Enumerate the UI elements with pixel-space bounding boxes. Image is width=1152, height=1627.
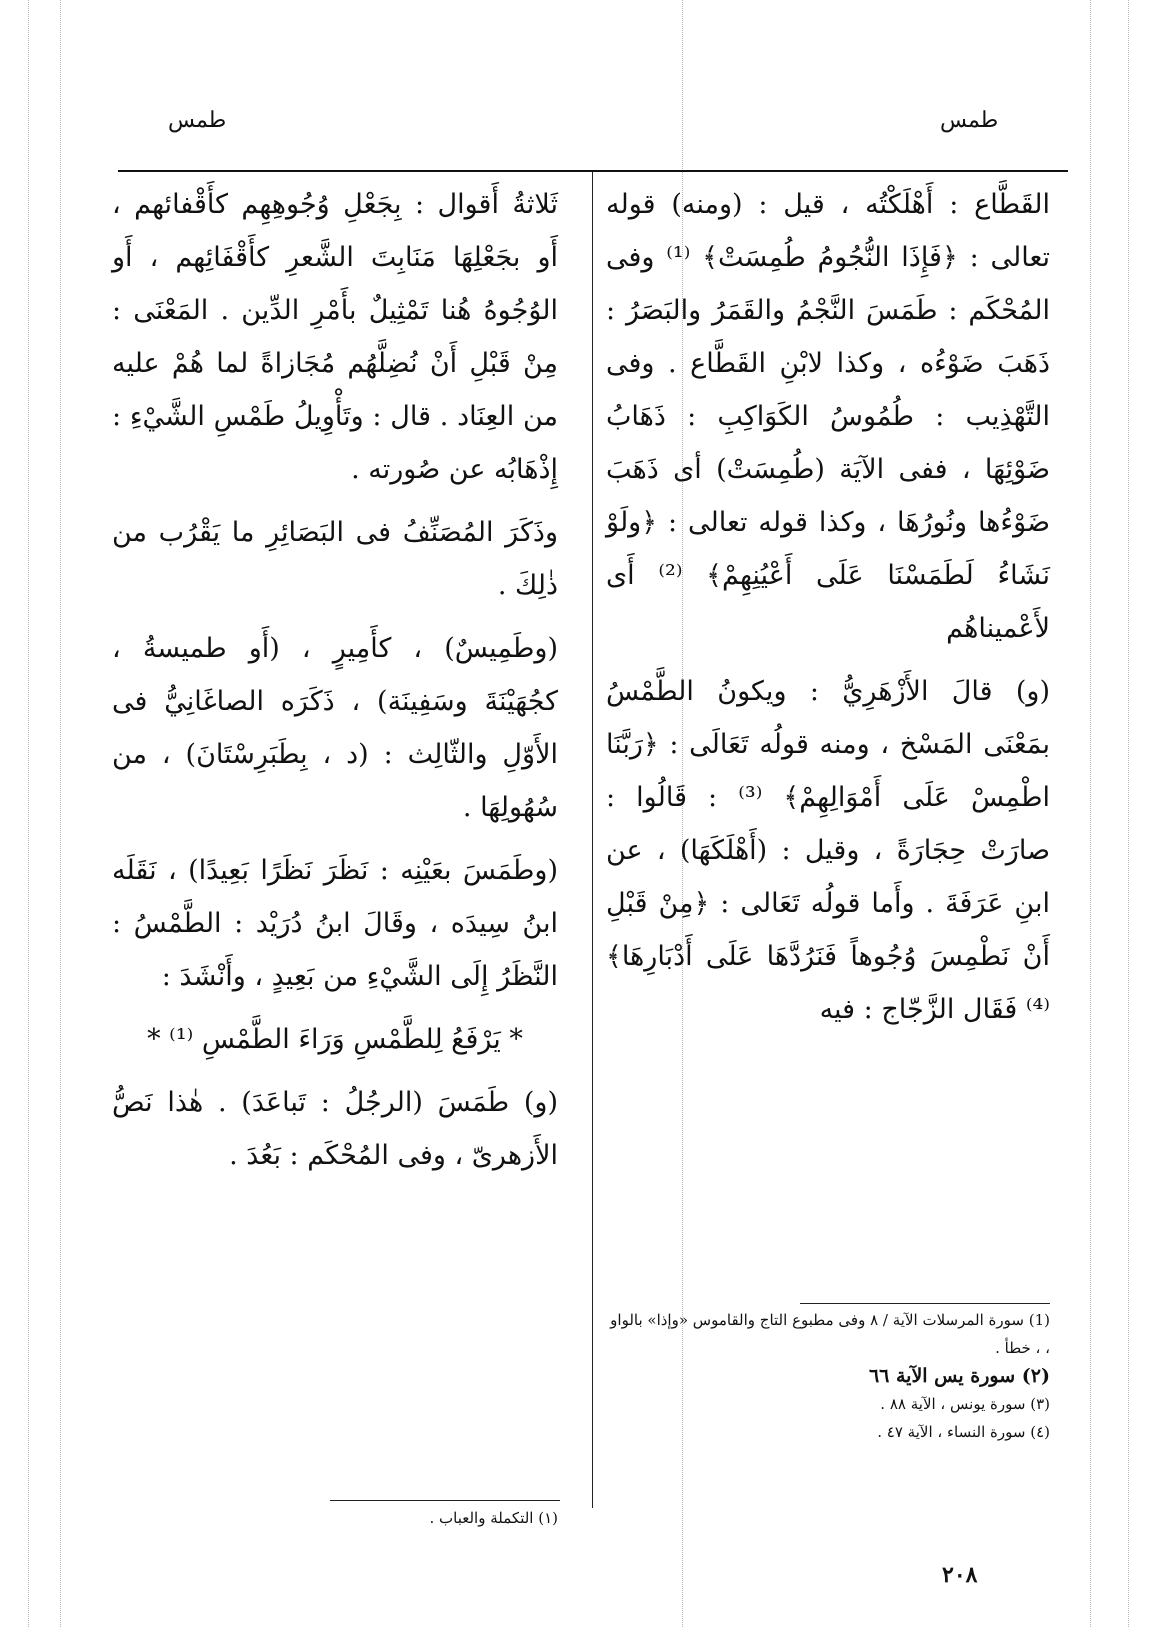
scan-dotted-line: [1090, 0, 1091, 1627]
page-number: ٢٠٨: [942, 1562, 978, 1588]
paragraph: (وطَمِيسٌ) ، كأَمِيرٍ ، (أَو طميسةُ ، كجُهَيْنَةَ وسَفِينَة) ، ذَكَرَه الصاغَانِيُّ فى الأَوّلِ والثّالِث : (د ، بِطَبَرِسْتَانَ) ، من سُهُولِهَا .: [112, 633, 558, 823]
verse-line: * يَرْفَعُ لِلطَّمْسِ وَرَاءَ الطَّمْسِ ⁽¹⁾ *: [147, 1024, 523, 1055]
scan-dotted-line: [60, 0, 61, 1627]
paragraph: (وطَمَسَ بعَيْنِه : نَظَرَ نَظَرًا بَعِيدًا) ، نَقَلَه ابنُ سِيدَه ، وقَالَ ابنُ دُرَيْد : الطَّمْسُ : النَّظَرُ إِلَى الشَّيْءِ من بَعِيدٍ ، وأَنْشَدَ :: [112, 855, 558, 992]
paragraph: (و) طَمَسَ (الرجُلُ : تَباعَدَ) . هٰذا نَصُّ الأَزهرىّ ، وفى المُحْكَم : بَعُدَ .: [112, 1087, 558, 1171]
footnote: (٣) سورة يونس ، الآية ٨٨ .: [880, 1395, 1050, 1413]
footnote: (1) سورة المرسلات الآية / ٨ وفى مطبوع التاج والقاموس «وإذا» بالواو ، ، خطأ .: [610, 1311, 1050, 1357]
header-rule: [118, 170, 1068, 172]
paragraph: ثَلاثةُ أَقوال : بِجَعْلِ وُجُوهِهِم كأَقْفائهم ، أَو بجَعْلِهَا مَنَابِتَ الشَّعرِ كأَقْفَائِهم ، أَو الوُجُوهُ هُنا تَمْثِيلٌ بأَمْرِ الدِّين . المَعْنَى : مِنْ قَبْلِ أَنْ نُضِلَّهُم مُجَازاةً لما هُمْ عليه من العِنَاد . قال : وتَأْوِيلُ طَمْسِ الشَّيْءِ : إِذْهَابُه عن صُورته .: [112, 189, 558, 485]
footnote-rule: [800, 1303, 1050, 1304]
footnote-rule: [330, 1500, 560, 1501]
footnote: (١) التكملة والعباب .: [429, 1509, 558, 1527]
paragraph: القَطَّاع : أَهْلَكْتُه ، قيل : (ومنه) قوله تعالى : ﴿فَإِذَا النُّجُومُ طُمِسَتْ﴾ ⁽¹⁾ وفى المُحْكَم : طَمَسَ النَّجْمُ والقَمَرُ والبَصَرُ : ذَهَبَ ضَوْءُه ، وكذا لابْنِ القَطَّاع . وفى التَّهْذِيب : طُمُوسُ الكَوَاكِبِ : ذَهَابُ ضَوْئِهَا ، ففى الآيَة (طُمِسَتْ) أى ذَهَبَ ضَوْءُها ونُورُهَا ، وكذا قوله تعالى : ﴿ولَوْ نَشَاءُ لَطَمَسْنَا عَلَى أَعْيُنِهِمْ﴾ ⁽²⁾ أَى لأَعْميناهُم: [606, 189, 1051, 644]
running-head-left: طمس: [168, 108, 227, 133]
footnote: (٤) سورة النساء ، الآية ٤٧ .: [877, 1423, 1050, 1441]
column-separator: [592, 172, 593, 1508]
paragraph: وذَكَرَ المُصَنِّفُ فى البَصَائِرِ ما يَقْرُب من ذٰلِكَ .: [112, 517, 558, 601]
scan-dotted-line: [28, 0, 29, 1627]
left-column: [112, 178, 558, 1192]
scan-dotted-line: [1128, 0, 1129, 1627]
running-head-right: طمس: [940, 108, 999, 133]
right-footnotes: [606, 1306, 1050, 1446]
paragraph: (و) قالَ الأَزْهَرِيُّ : ويكونُ الطَّمْسُ بمَعْنَى المَسْخ ، ومنه قولُه تَعَالَى : ﴿رَبَّنَا اطْمِسْ عَلَى أَمْوَالِهِمْ﴾ ⁽³⁾ : قَالُوا : صارَتْ حِجَارَةً ، وقيل : (أَهْلَكَهَا) ، عن ابنِ عَرَفَةَ . وأَما قولُه تَعَالى : ﴿مِنْ قَبْلِ أَنْ نَطْمِسَ وُجُوهاً فَنَرُدَّهَا عَلَى أَدْبَارِهَا﴾ ⁽⁴⁾ فَقَال الزَّجّاج : فيه: [606, 676, 1050, 1025]
right-column: [606, 178, 1050, 1046]
left-footnotes: [112, 1504, 558, 1532]
footnote: (٢) سورة يس الآية ٦٦: [868, 1365, 1050, 1387]
